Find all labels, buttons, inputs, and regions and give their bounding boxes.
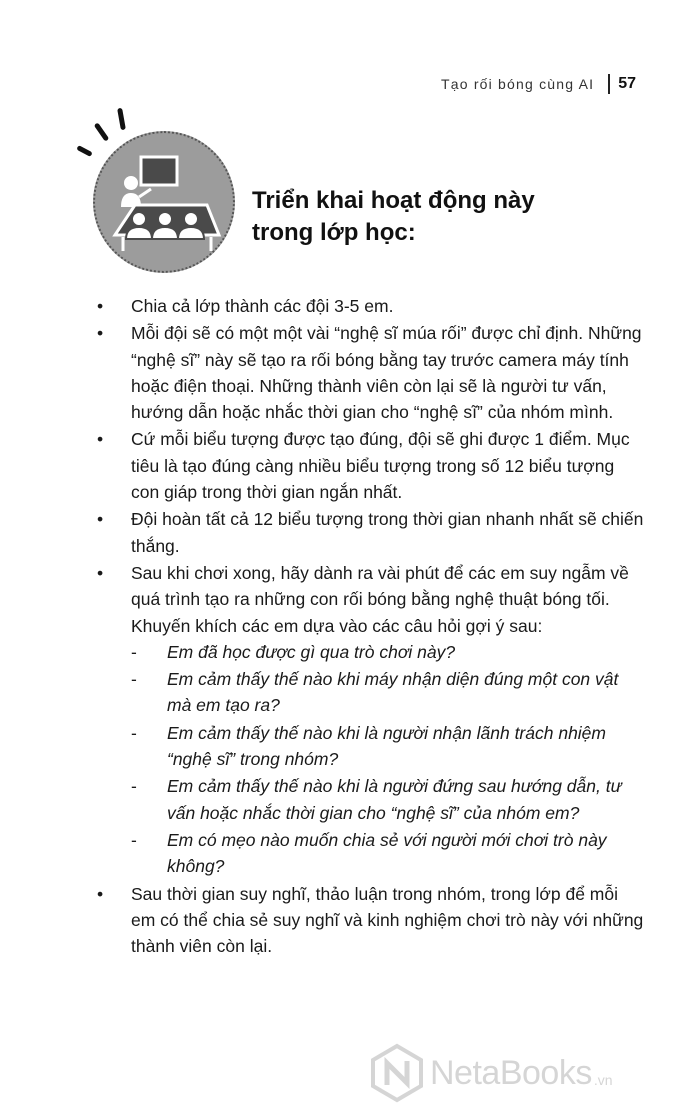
dash-marker: -	[131, 722, 137, 743]
list-item-text: Cứ mỗi biểu tượng được tạo đúng, đội sẽ ghi được 1 điểm. Mục tiêu là tạo đúng càng nhiều biểu tượng trong số 12 biểu tượng con giáp trong thời gian ngắn nhất.	[131, 429, 630, 503]
dash-marker: -	[131, 669, 137, 690]
bullet-marker: •	[97, 296, 104, 316]
question-text: Em đã học được gì qua trò chơi này?	[167, 641, 456, 662]
list-item-text: Sau khi chơi xong, hãy dành ra vài phút để các em suy ngẫm về quá trình tạo ra những con rối bóng bằng nghệ thuật bóng tối. Khuyến khích các em dựa vào các câu hỏi gợi ý sau:	[131, 562, 629, 636]
spark-line-icon	[117, 108, 126, 131]
list-item-text: Mỗi đội sẽ có một một vài “nghệ sĩ múa rối” được chỉ định. Những “nghệ sĩ” này sẽ tạo ra rối bóng bằng tay trước camera máy tính hoặc điện thoại. Những thành viên còn lại sẽ là người tư vấn, hướng dẫn hoặc nhắc thời gian cho “nghệ sĩ” của nhóm mình.	[131, 323, 642, 423]
watermark-text: NetaBooks	[430, 1053, 592, 1092]
list-item	[97, 560, 645, 880]
list-item-text: Đội hoàn tất cả 12 biểu tượng trong thời gian nhanh nhất sẽ chiến thắng.	[131, 509, 644, 556]
section-heading-line1: Triển khai hoạt động này	[252, 187, 535, 214]
list-item	[97, 293, 645, 319]
bullet-marker: •	[97, 429, 104, 450]
question-text: Em cảm thấy thế nào khi máy nhận diện đúng một con vật mà em tạo ra?	[167, 669, 619, 716]
running-head	[441, 74, 636, 94]
dash-marker: -	[131, 829, 137, 850]
question-text: Em cảm thấy thế nào khi là người đứng sau hướng dẫn, tư vấn hoặc nhắc thời gian cho “nghệ sĩ” của nhóm em?	[167, 776, 622, 823]
list-item	[97, 320, 645, 425]
section-heading-line2: trong lớp học:	[252, 219, 416, 246]
bullet-marker: •	[97, 509, 104, 530]
question-item	[131, 720, 645, 773]
header-divider	[608, 74, 610, 94]
question-item	[131, 773, 645, 826]
bullet-marker: •	[97, 562, 104, 583]
list-item-text: Chia cả lớp thành các đội 3-5 em.	[131, 296, 394, 316]
question-text: Em cảm thấy thế nào khi là người nhận lãnh trách nhiệm “nghệ sĩ” trong nhóm?	[167, 722, 606, 770]
spark-line-icon	[76, 145, 92, 157]
question-text: Em có mẹo nào muốn chia sẻ với người mới chơi trò này không?	[167, 829, 607, 877]
question-item	[131, 639, 645, 665]
list-item	[97, 506, 645, 559]
list-item	[97, 426, 645, 505]
question-item	[131, 666, 645, 719]
section-heading	[252, 185, 612, 249]
list-item-text: Sau thời gian suy nghĩ, thảo luận trong nhóm, trong lớp để mỗi em có thể chia sẻ suy nghĩ và kinh nghiệm chơi trò này với những thành viên còn lại.	[131, 883, 644, 957]
bullet-marker: •	[97, 883, 104, 904]
watermark	[370, 1043, 613, 1103]
netabooks-logo-icon	[370, 1043, 424, 1103]
dash-marker: -	[131, 776, 137, 797]
reflection-questions	[131, 639, 645, 880]
instruction-list	[97, 293, 645, 960]
list-item	[97, 881, 645, 960]
watermark-tld: .vn	[593, 1072, 613, 1088]
dash-marker: -	[131, 641, 137, 662]
question-item	[131, 827, 645, 880]
page-number: 57	[618, 75, 636, 92]
bullet-marker: •	[97, 323, 104, 344]
classroom-icon	[93, 131, 235, 273]
running-title: Tạo rối bóng cùng AI	[441, 76, 595, 92]
